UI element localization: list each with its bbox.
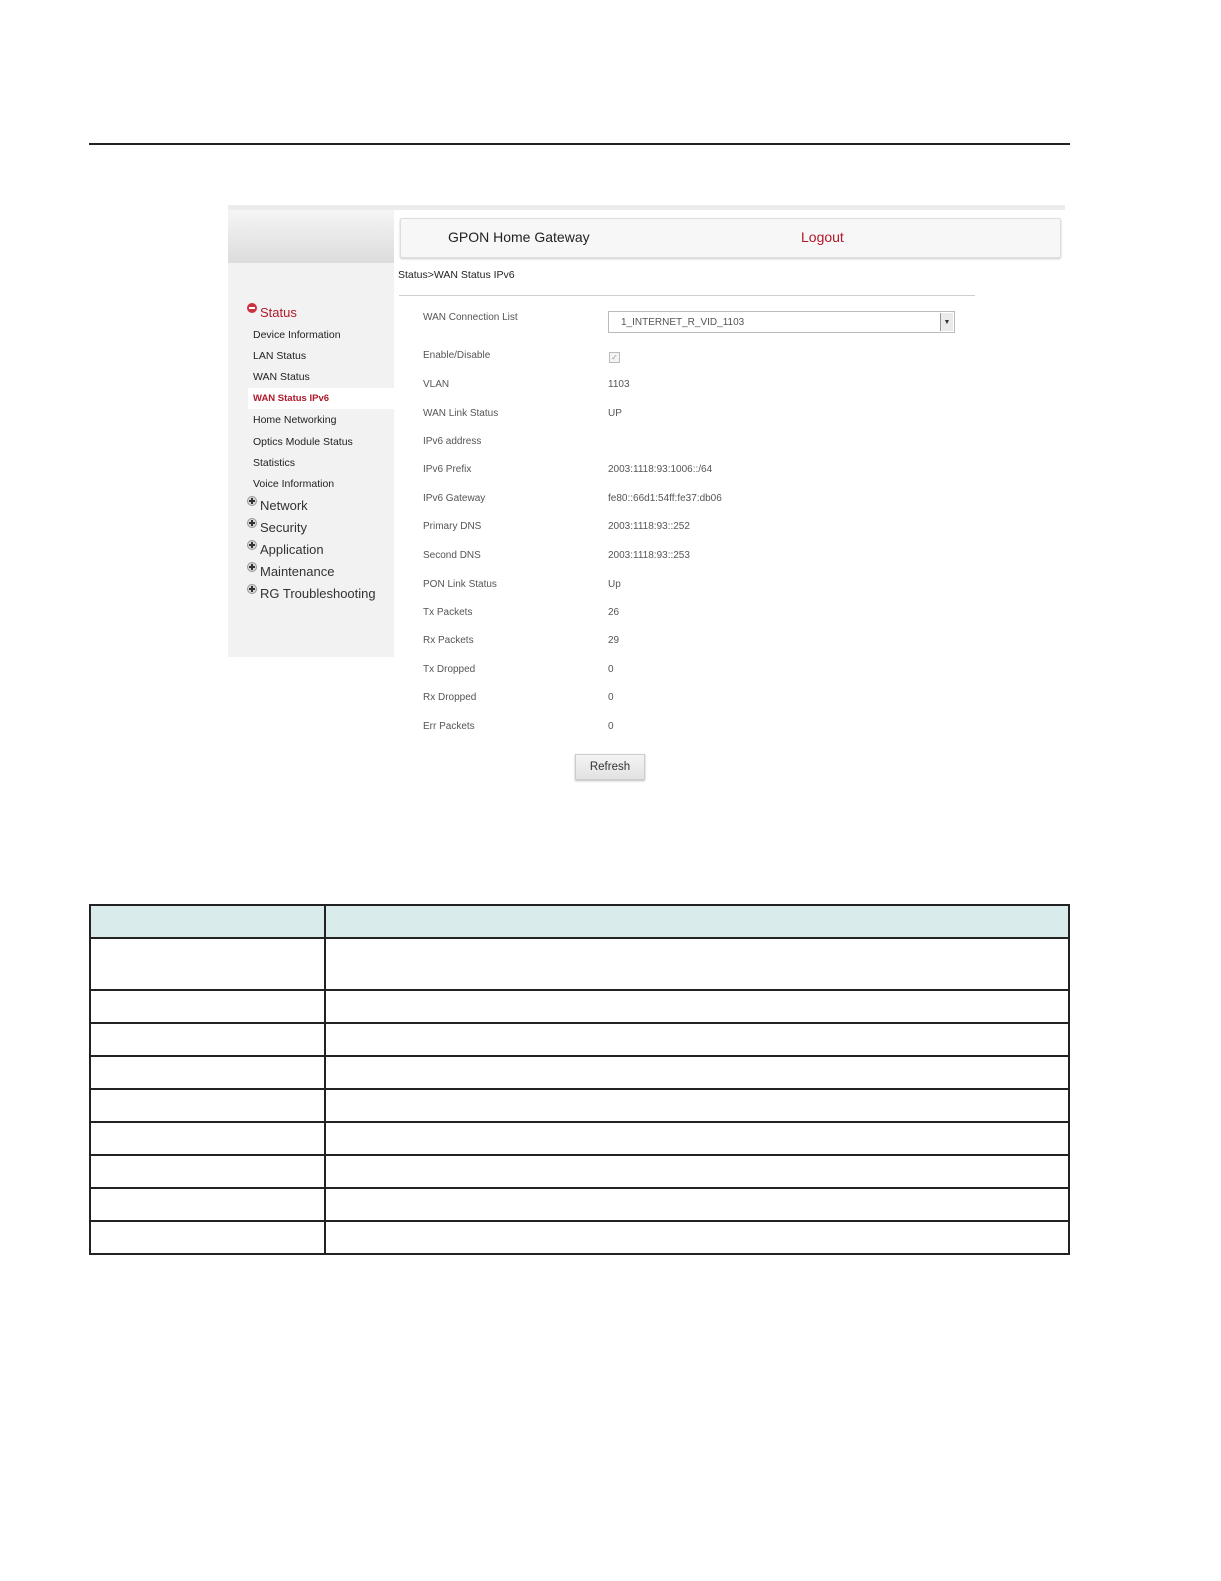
ipv6-prefix-label: IPv6 Prefix — [423, 464, 472, 475]
logout-link[interactable]: Logout — [801, 229, 844, 245]
rx-packets-value: 29 — [608, 635, 620, 646]
sidebar-header — [228, 210, 394, 263]
ipv6-address-label: IPv6 address — [423, 436, 482, 447]
table-row — [90, 1188, 1069, 1221]
expand-icon — [247, 584, 257, 594]
collapse-icon — [247, 303, 257, 313]
rx-dropped-label: Rx Dropped — [423, 692, 477, 703]
expand-icon — [247, 518, 257, 528]
sidebar-item-label: Maintenance — [260, 563, 335, 579]
sidebar-item-label: Status — [260, 304, 297, 320]
table-cell — [90, 938, 325, 990]
table-cell — [325, 1023, 1069, 1056]
sidebar-subitem-voice-information[interactable]: Voice Information — [253, 477, 335, 490]
tx-packets-label: Tx Packets — [423, 607, 473, 618]
table-cell — [325, 990, 1069, 1023]
table-cell — [325, 938, 1069, 990]
description-table — [89, 904, 1070, 1255]
wan-link-status-value: UP — [608, 408, 622, 419]
second-dns-value: 2003:1118:93::253 — [608, 550, 690, 561]
table-cell — [325, 1188, 1069, 1221]
chevron-down-icon[interactable]: ▼ — [940, 313, 953, 331]
table-cell — [90, 1089, 325, 1122]
table-cell — [90, 1122, 325, 1155]
table-cell — [90, 1155, 325, 1188]
enable-checkbox[interactable]: ✓ — [609, 352, 620, 363]
ipv6-prefix-value: 2003:1118:93:1006::/64 — [608, 464, 713, 475]
table-cell — [325, 1122, 1069, 1155]
expand-icon — [247, 540, 257, 550]
table-header-cell — [325, 905, 1069, 938]
primary-dns-label: Primary DNS — [423, 521, 482, 532]
refresh-button[interactable]: Refresh — [575, 754, 645, 780]
vlan-label: VLAN — [423, 379, 450, 390]
tx-dropped-label: Tx Dropped — [423, 664, 476, 675]
primary-dns-value: 2003:1118:93::252 — [608, 521, 690, 532]
tx-packets-value: 26 — [608, 607, 620, 618]
wan-connection-select[interactable] — [608, 311, 955, 333]
sidebar-item-maintenance[interactable] — [247, 560, 334, 582]
wan-link-status-label: WAN Link Status — [423, 408, 499, 419]
tx-dropped-value: 0 — [608, 664, 614, 675]
sidebar-item-status[interactable] — [247, 301, 297, 323]
table-row — [90, 990, 1069, 1023]
page-top-rule — [89, 143, 1070, 145]
sidebar-item-network[interactable] — [247, 494, 308, 516]
table-header-row — [90, 905, 1069, 938]
sidebar-subitem-home-networking[interactable]: Home Networking — [253, 413, 337, 426]
table-row — [90, 1089, 1069, 1122]
table-header-cell — [90, 905, 325, 938]
app-header — [400, 218, 1061, 258]
enable-disable-label: Enable/Disable — [423, 350, 491, 361]
wan-connection-list-label: WAN Connection List — [423, 312, 518, 323]
sidebar-subitem-statistics[interactable]: Statistics — [253, 456, 296, 469]
vlan-value: 1103 — [608, 379, 630, 390]
sidebar-item-rg-troubleshooting[interactable] — [247, 582, 376, 604]
rx-dropped-value: 0 — [608, 692, 614, 703]
second-dns-label: Second DNS — [423, 550, 481, 561]
sidebar-subitem-lan-status[interactable]: LAN Status — [253, 349, 307, 362]
table-cell — [325, 1221, 1069, 1254]
err-packets-value: 0 — [608, 721, 614, 732]
table-row — [90, 1221, 1069, 1254]
sidebar-subitem-wan-status-ipv6[interactable]: WAN Status IPv6 — [248, 388, 394, 409]
wan-connection-select-value: 1_INTERNET_R_VID_1103 — [621, 317, 745, 328]
err-packets-label: Err Packets — [423, 721, 475, 732]
pon-link-status-value: Up — [608, 579, 621, 590]
ipv6-gateway-value: fe80::66d1:54ff:fe37:db06 — [608, 493, 722, 504]
expand-icon — [247, 562, 257, 572]
sidebar-item-label: Security — [260, 519, 307, 535]
sidebar-item-label: RG Troubleshooting — [260, 585, 376, 601]
pon-link-status-label: PON Link Status — [423, 579, 497, 590]
table-cell — [325, 1155, 1069, 1188]
rx-packets-label: Rx Packets — [423, 635, 474, 646]
table-cell — [90, 1023, 325, 1056]
app-title: GPON Home Gateway — [448, 229, 590, 245]
table-row — [90, 1122, 1069, 1155]
table-cell — [90, 1221, 325, 1254]
router-screenshot — [228, 205, 1065, 795]
sidebar-item-security[interactable] — [247, 516, 307, 538]
sidebar-item-label: Network — [260, 497, 308, 513]
table-row — [90, 1155, 1069, 1188]
sidebar-item-application[interactable] — [247, 538, 324, 560]
table-cell — [325, 1056, 1069, 1089]
table-cell — [90, 1056, 325, 1089]
expand-icon — [247, 496, 257, 506]
table-row — [90, 938, 1069, 990]
table-cell — [325, 1089, 1069, 1122]
table-row — [90, 1023, 1069, 1056]
sidebar-item-label: Application — [260, 541, 324, 557]
sidebar-subitem-optics-module-status[interactable]: Optics Module Status — [253, 435, 353, 448]
sidebar — [228, 210, 394, 657]
table-cell — [90, 990, 325, 1023]
breadcrumb: Status>WAN Status IPv6 — [398, 269, 515, 281]
sidebar-subitem-wan-status[interactable]: WAN Status — [253, 370, 310, 383]
sidebar-subitem-device-information[interactable]: Device Information — [253, 328, 341, 341]
table-cell — [90, 1188, 325, 1221]
table-row — [90, 1056, 1069, 1089]
content-divider — [399, 295, 975, 296]
ipv6-gateway-label: IPv6 Gateway — [423, 493, 486, 504]
